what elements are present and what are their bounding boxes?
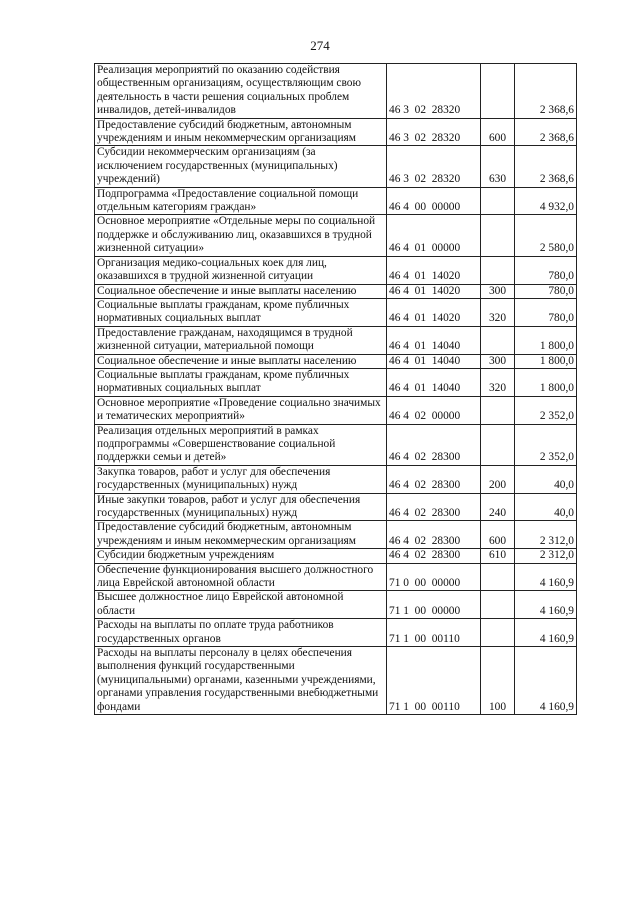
page-number: 274 — [310, 38, 330, 53]
table-row — [95, 521, 577, 549]
row-expense-type: 100 — [481, 647, 515, 715]
table-row — [95, 549, 577, 563]
row-amount: 780,0 — [515, 284, 577, 298]
row-amount: 2 312,0 — [515, 521, 577, 549]
table-row — [95, 256, 577, 284]
row-expense-type: 630 — [481, 146, 515, 187]
row-expense-type: 300 — [481, 354, 515, 368]
row-amount: 1 800,0 — [515, 354, 577, 368]
row-code: 46 4 01 14040 — [387, 354, 481, 368]
row-expense-type — [481, 215, 515, 256]
row-expense-type — [481, 619, 515, 647]
row-amount: 780,0 — [515, 298, 577, 326]
row-amount: 2 368,6 — [515, 64, 577, 119]
row-name: Реализация мероприятий по оказанию содействия общественным организациям, осуществляющим свою деятельность в части решения социальных проблем инвалидов, детей-инвалидов — [95, 64, 387, 119]
table-row — [95, 146, 577, 187]
row-name: Реализация отдельных мероприятий в рамках подпрограммы «Совершенствование социальной поддержки семьи и детей» — [95, 424, 387, 465]
row-code: 46 4 02 28300 — [387, 521, 481, 549]
row-code: 71 1 00 00110 — [387, 619, 481, 647]
row-expense-type: 600 — [481, 521, 515, 549]
row-expense-type: 610 — [481, 549, 515, 563]
row-name: Организация медико-социальных коек для лиц, оказавшихся в трудной жизненной ситуации — [95, 256, 387, 284]
row-code: 46 3 02 28320 — [387, 64, 481, 119]
row-expense-type — [481, 326, 515, 354]
table-row — [95, 187, 577, 215]
row-code: 46 4 02 28300 — [387, 465, 481, 493]
row-name: Предоставление гражданам, находящимся в трудной жизненной ситуации, материальной помощи — [95, 326, 387, 354]
row-amount: 4 160,9 — [515, 591, 577, 619]
row-name: Расходы на выплаты персоналу в целях обеспечения выполнения функций государственными (муниципальными) органами, казенными учреждениями, органами управления государственными внебюджетными фондами — [95, 647, 387, 715]
row-expense-type — [481, 64, 515, 119]
row-amount: 4 160,9 — [515, 619, 577, 647]
row-amount: 2 352,0 — [515, 396, 577, 424]
table-row — [95, 368, 577, 396]
table-row — [95, 647, 577, 715]
row-name: Расходы на выплаты по оплате труда работников государственных органов — [95, 619, 387, 647]
row-name: Основное мероприятие «Отдельные меры по социальной поддержке и обслуживанию лиц, оказавшихся в трудной жизненной ситуации» — [95, 215, 387, 256]
row-name: Закупка товаров, работ и услуг для обеспечения государственных (муниципальных) нужд — [95, 465, 387, 493]
row-name: Предоставление субсидий бюджетным, автономным учреждениям и иным некоммерческим организациям — [95, 118, 387, 146]
row-amount: 2 580,0 — [515, 215, 577, 256]
row-name: Подпрограмма «Предоставление социальной помощи отдельным категориям граждан» — [95, 187, 387, 215]
table-row — [95, 396, 577, 424]
row-amount: 40,0 — [515, 465, 577, 493]
budget-table — [94, 63, 577, 715]
row-code: 71 1 00 00110 — [387, 647, 481, 715]
row-expense-type: 320 — [481, 368, 515, 396]
row-expense-type — [481, 187, 515, 215]
row-amount: 2 312,0 — [515, 549, 577, 563]
row-expense-type: 200 — [481, 465, 515, 493]
row-name: Субсидии бюджетным учреждениям — [95, 549, 387, 563]
row-code: 46 4 02 28300 — [387, 549, 481, 563]
table-row — [95, 118, 577, 146]
table-row — [95, 215, 577, 256]
row-code: 46 4 02 28300 — [387, 424, 481, 465]
row-expense-type — [481, 563, 515, 591]
row-name: Предоставление субсидий бюджетным, автономным учреждениям и иным некоммерческим организациям — [95, 521, 387, 549]
row-amount: 2 352,0 — [515, 424, 577, 465]
row-name: Социальное обеспечение и иные выплаты населению — [95, 284, 387, 298]
row-expense-type — [481, 591, 515, 619]
table-row — [95, 563, 577, 591]
row-code: 46 4 01 14020 — [387, 298, 481, 326]
row-code: 46 4 01 14040 — [387, 368, 481, 396]
table-row — [95, 298, 577, 326]
row-name: Социальное обеспечение и иные выплаты населению — [95, 354, 387, 368]
table-row — [95, 591, 577, 619]
table-row — [95, 493, 577, 521]
table-row — [95, 284, 577, 298]
row-amount: 1 800,0 — [515, 368, 577, 396]
row-name: Социальные выплаты гражданам, кроме публичных нормативных социальных выплат — [95, 368, 387, 396]
row-amount: 4 160,9 — [515, 647, 577, 715]
table-row — [95, 424, 577, 465]
row-expense-type — [481, 256, 515, 284]
row-amount: 1 800,0 — [515, 326, 577, 354]
row-name: Высшее должностное лицо Еврейской автономной области — [95, 591, 387, 619]
row-amount: 780,0 — [515, 256, 577, 284]
row-expense-type: 240 — [481, 493, 515, 521]
row-code: 46 4 00 00000 — [387, 187, 481, 215]
row-amount: 2 368,6 — [515, 118, 577, 146]
row-name: Социальные выплаты гражданам, кроме публичных нормативных социальных выплат — [95, 298, 387, 326]
row-code: 46 4 01 00000 — [387, 215, 481, 256]
table-row — [95, 326, 577, 354]
table-row — [95, 465, 577, 493]
budget-table-body — [95, 64, 577, 715]
row-code: 71 0 00 00000 — [387, 563, 481, 591]
row-expense-type — [481, 424, 515, 465]
row-amount: 4 160,9 — [515, 563, 577, 591]
row-name: Основное мероприятие «Проведение социально значимых и тематических мероприятий» — [95, 396, 387, 424]
row-expense-type — [481, 396, 515, 424]
row-code: 46 4 02 00000 — [387, 396, 481, 424]
row-code: 46 4 01 14040 — [387, 326, 481, 354]
row-code: 46 4 01 14020 — [387, 284, 481, 298]
row-name: Иные закупки товаров, работ и услуг для обеспечения государственных (муниципальных) нужд — [95, 493, 387, 521]
row-code: 46 4 02 28300 — [387, 493, 481, 521]
row-code: 46 4 01 14020 — [387, 256, 481, 284]
row-code: 46 3 02 28320 — [387, 146, 481, 187]
row-expense-type: 300 — [481, 284, 515, 298]
table-row — [95, 619, 577, 647]
row-code: 46 3 02 28320 — [387, 118, 481, 146]
row-code: 71 1 00 00000 — [387, 591, 481, 619]
row-name: Обеспечение функционирования высшего должностного лица Еврейской автономной области — [95, 563, 387, 591]
row-amount: 2 368,6 — [515, 146, 577, 187]
table-row — [95, 354, 577, 368]
row-expense-type: 320 — [481, 298, 515, 326]
row-amount: 4 932,0 — [515, 187, 577, 215]
row-amount: 40,0 — [515, 493, 577, 521]
table-row — [95, 64, 577, 119]
row-expense-type: 600 — [481, 118, 515, 146]
row-name: Субсидии некоммерческим организациям (за исключением государственных (муниципальных) учреждений) — [95, 146, 387, 187]
